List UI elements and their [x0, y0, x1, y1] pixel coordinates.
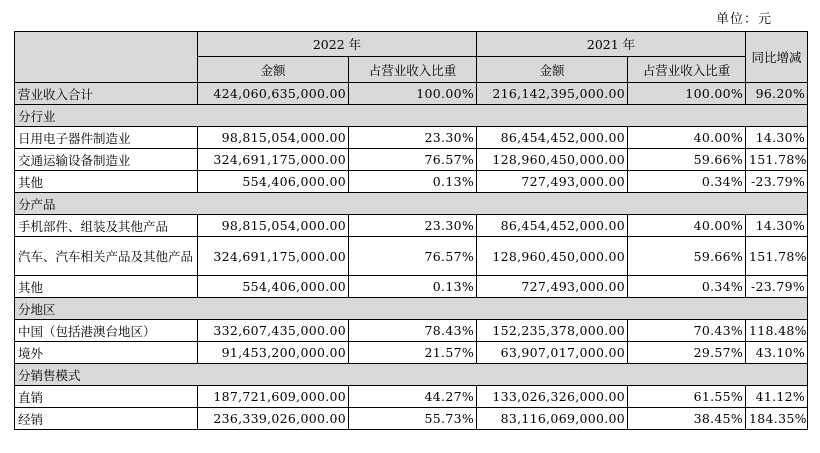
row-label: 中国（包括港澳台地区）	[15, 320, 198, 342]
amount-2021: 216,142,395,000.00	[477, 83, 628, 105]
row-label: 直销	[15, 386, 198, 408]
amount-2021: 86,454,452,000.00	[477, 215, 628, 237]
amount-2021: 83,116,069,000.00	[477, 408, 628, 430]
table-row	[15, 149, 808, 171]
ratio-2021: 100.00%	[628, 83, 746, 105]
amount-2021: 727,493,000.00	[477, 171, 628, 193]
ratio-2021: 0.34%	[628, 171, 746, 193]
ratio-2021: 40.00%	[628, 127, 746, 149]
ratio-2022: 78.43%	[349, 320, 477, 342]
ratio-2022: 76.57%	[349, 149, 477, 171]
header-blank-cell	[15, 32, 198, 83]
table-row	[15, 342, 808, 364]
amount-2021: 152,235,378,000.00	[477, 320, 628, 342]
ratio-2021: 0.34%	[628, 276, 746, 298]
row-label: 其他	[15, 171, 198, 193]
amount-2022: 324,691,175,000.00	[198, 149, 349, 171]
section-row	[15, 298, 808, 320]
ratio-2022: 23.30%	[349, 215, 477, 237]
ratio-2021: 40.00%	[628, 215, 746, 237]
ratio-2022: 23.30%	[349, 127, 477, 149]
ratio-2022: 0.13%	[349, 171, 477, 193]
total-row	[15, 83, 808, 105]
section-row	[15, 364, 808, 386]
ratio-2022: 76.57%	[349, 237, 477, 276]
yoy-change: 151.78%	[746, 237, 808, 276]
yoy-change: 14.30%	[746, 215, 808, 237]
header-yoy: 同比增减	[746, 32, 808, 83]
revenue-table	[14, 31, 808, 430]
ratio-2022: 44.27%	[349, 386, 477, 408]
table-row	[15, 215, 808, 237]
yoy-change: -23.79%	[746, 276, 808, 298]
table-row	[15, 276, 808, 298]
section-label: 分产品	[15, 193, 808, 215]
ratio-2022: 21.57%	[349, 342, 477, 364]
yoy-change: 96.20%	[746, 83, 808, 105]
amount-2021: 128,960,450,000.00	[477, 237, 628, 276]
header-year-2022: 2022 年	[198, 32, 477, 57]
ratio-2022: 0.13%	[349, 276, 477, 298]
row-label: 其他	[15, 276, 198, 298]
yoy-change: 151.78%	[746, 149, 808, 171]
ratio-2021: 59.66%	[628, 149, 746, 171]
header-ratio-2022: 占营业收入比重	[349, 57, 477, 83]
ratio-2021: 59.66%	[628, 237, 746, 276]
header-row-years	[15, 32, 808, 57]
header-amount-2022: 金额	[198, 57, 349, 83]
header-year-2021: 2021 年	[477, 32, 746, 57]
amount-2022: 187,721,609,000.00	[198, 386, 349, 408]
yoy-change: 118.48%	[746, 320, 808, 342]
amount-2022: 424,060,635,000.00	[198, 83, 349, 105]
ratio-2021: 70.43%	[628, 320, 746, 342]
amount-2022: 236,339,026,000.00	[198, 408, 349, 430]
section-row	[15, 105, 808, 127]
header-amount-2021: 金额	[477, 57, 628, 83]
yoy-change: -23.79%	[746, 171, 808, 193]
amount-2022: 332,607,435,000.00	[198, 320, 349, 342]
amount-2021: 128,960,450,000.00	[477, 149, 628, 171]
amount-2022: 98,815,054,000.00	[198, 127, 349, 149]
row-label: 经销	[15, 408, 198, 430]
table-row	[15, 386, 808, 408]
row-label: 汽车、汽车相关产品及其他产品	[15, 237, 198, 276]
row-label: 营业收入合计	[15, 83, 198, 105]
yoy-change: 41.12%	[746, 386, 808, 408]
yoy-change: 14.30%	[746, 127, 808, 149]
amount-2021: 86,454,452,000.00	[477, 127, 628, 149]
amount-2022: 554,406,000.00	[198, 171, 349, 193]
table-row	[15, 171, 808, 193]
amount-2022: 324,691,175,000.00	[198, 237, 349, 276]
ratio-2021: 61.55%	[628, 386, 746, 408]
table-row	[15, 237, 808, 276]
row-label: 交通运输设备制造业	[15, 149, 198, 171]
section-label: 分行业	[15, 105, 808, 127]
header-ratio-2021: 占营业收入比重	[628, 57, 746, 83]
section-label: 分地区	[15, 298, 808, 320]
amount-2022: 98,815,054,000.00	[198, 215, 349, 237]
amount-2021: 63,907,017,000.00	[477, 342, 628, 364]
unit-label: 单位：元	[715, 12, 772, 27]
ratio-2022: 100.00%	[349, 83, 477, 105]
ratio-2022: 55.73%	[349, 408, 477, 430]
amount-2022: 554,406,000.00	[198, 276, 349, 298]
row-label: 手机部件、组装及其他产品	[15, 215, 198, 237]
table-row	[15, 127, 808, 149]
yoy-change: 43.10%	[746, 342, 808, 364]
ratio-2021: 38.45%	[628, 408, 746, 430]
amount-2022: 91,453,200,000.00	[198, 342, 349, 364]
table-row	[15, 320, 808, 342]
section-label: 分销售模式	[15, 364, 808, 386]
section-row	[15, 193, 808, 215]
yoy-change: 184.35%	[746, 408, 808, 430]
amount-2021: 133,026,326,000.00	[477, 386, 628, 408]
amount-2021: 727,493,000.00	[477, 276, 628, 298]
ratio-2021: 29.57%	[628, 342, 746, 364]
row-label: 境外	[15, 342, 198, 364]
table-row	[15, 408, 808, 430]
row-label: 日用电子器件制造业	[15, 127, 198, 149]
